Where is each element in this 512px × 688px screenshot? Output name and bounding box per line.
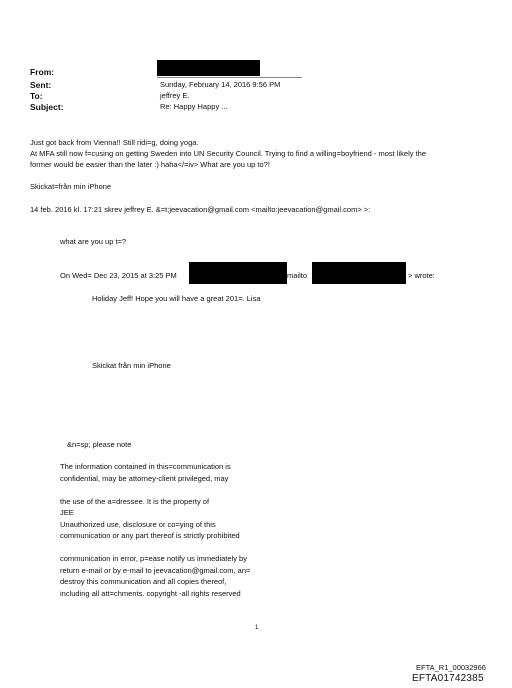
sender-redaction bbox=[189, 262, 287, 284]
body-line-1: Just got back from Vienna!! Still ridi=g, doing yoga. bbox=[30, 138, 199, 147]
disclaimer-line: The information contained in this=communication is bbox=[60, 462, 231, 471]
from-label: From: bbox=[30, 67, 55, 77]
page-number: 1 bbox=[255, 625, 259, 631]
email-redaction bbox=[312, 262, 406, 284]
signature-1: Skickat=från min iPhone bbox=[30, 182, 112, 191]
subject-label: Subject: bbox=[30, 102, 64, 112]
to-value: jeffrey E. bbox=[160, 91, 190, 100]
disclaimer-line bbox=[60, 484, 250, 496]
subject-value: Re: Happy Happy ... bbox=[160, 102, 228, 111]
wrote-suffix: > wrote: bbox=[408, 271, 435, 280]
quoted-question: what are you up t=? bbox=[60, 237, 127, 246]
signature-2: Skickat från min iPhone bbox=[92, 361, 171, 370]
disclaimer-line: communication in error, p=ease notify us immediately by bbox=[60, 554, 247, 563]
disclaimer-line: including all att=chments. copyright -all rights reserved bbox=[60, 588, 241, 598]
holiday-line: Holiday Jeff! Hope you will have a great 201=. Lisa bbox=[92, 294, 261, 303]
disclaimer-line: the use of the a=dressee. It is the property of bbox=[60, 496, 210, 506]
bates-small: EFTA_R1_00032966 bbox=[416, 663, 486, 672]
disclaimer-block bbox=[60, 461, 250, 599]
mailto-fragment: mailto bbox=[287, 271, 308, 280]
bates-large: EFTA01742385 bbox=[412, 673, 484, 684]
disclaimer-line: confidential, may be attorney-client privileged, may bbox=[60, 473, 229, 483]
header-rule bbox=[157, 77, 302, 78]
disclaimer-line: Unauthorized use, disclosure or co=ying of this bbox=[60, 519, 216, 529]
to-label: To: bbox=[30, 91, 43, 101]
wed-prefix: On Wed= Dec 23, 2015 at 3:25 PM bbox=[60, 271, 177, 280]
disclaimer-line bbox=[60, 542, 250, 554]
sent-value: Sunday, February 14, 2016 9:56 PM bbox=[160, 80, 281, 89]
sent-label: Sent: bbox=[30, 80, 52, 90]
disclaimer-line: return e-mail or by e-mail to jeevacation@gmail.com, an= bbox=[60, 565, 251, 575]
disclaimer-line: communication or any part thereof is strictly prohibited bbox=[60, 531, 240, 540]
from-redaction bbox=[157, 60, 260, 76]
nbsp-note: &n=sp; please note bbox=[67, 440, 132, 449]
body-line-2: At MFA still now f=cusing on getting Sweden into UN Security Council. Trying to find a willing=boyfriend - most likely the bbox=[30, 149, 427, 158]
body-line-3: former would be easier than the later :) haha</=iv> What are you up to?! bbox=[30, 160, 270, 169]
disclaimer-line: destroy this communication and all copies thereof, bbox=[60, 577, 227, 586]
quote-header: 14 feb. 2016 kl. 17:21 skrev jeffrey E. &=t;jeevacation@gmail.com <mailto:jeevacation@gmail.com> >: bbox=[30, 205, 371, 214]
disclaimer-line: JEE bbox=[60, 508, 74, 517]
